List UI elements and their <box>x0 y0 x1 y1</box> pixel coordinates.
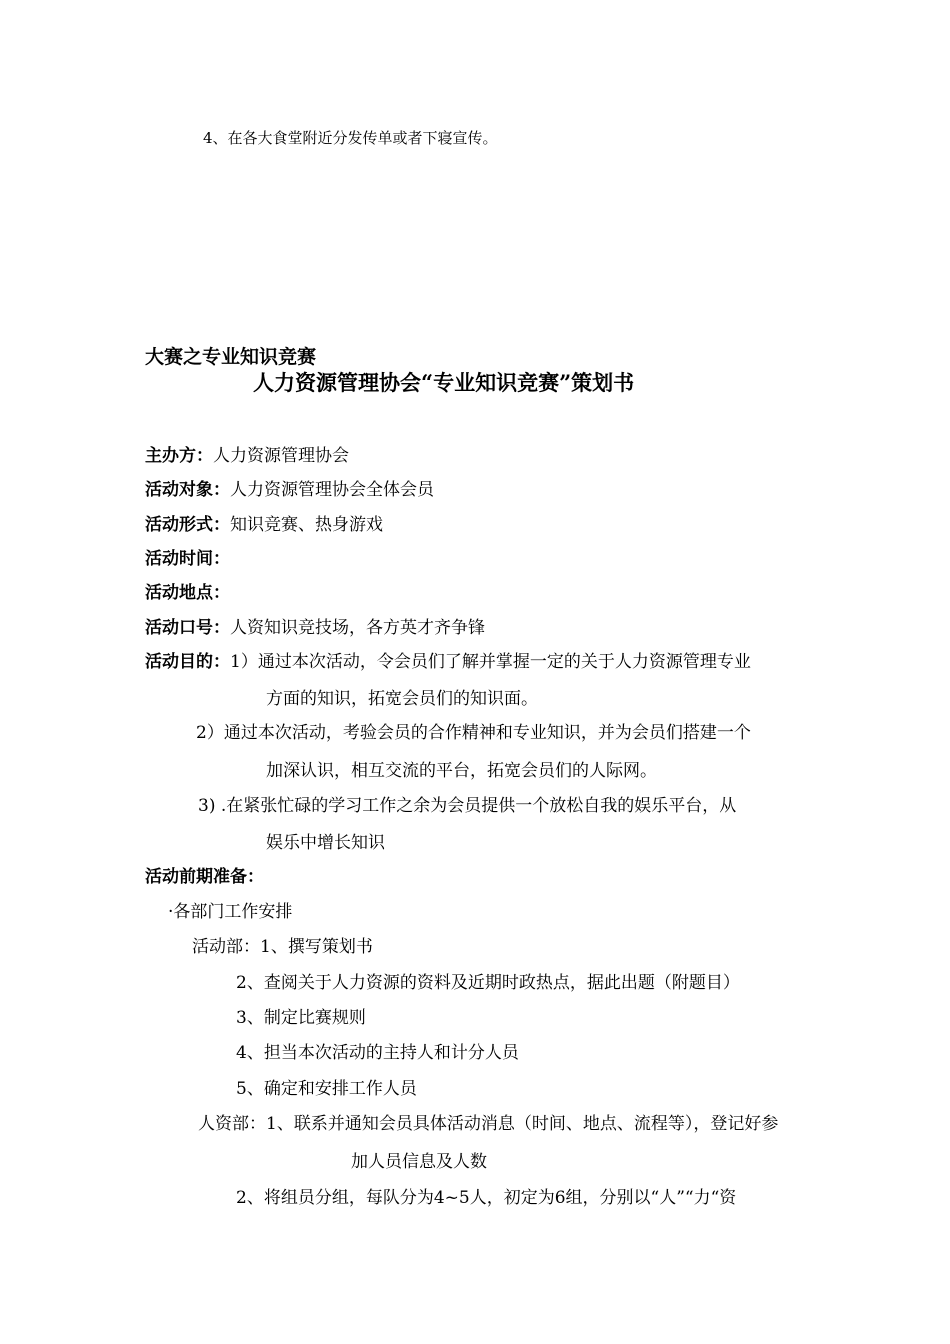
task-text: 1、联系并通知会员具体活动消息（时间、地点、流程等），登记好参 <box>266 1114 779 1134</box>
hr-dept-task-1 <box>198 1113 778 1135</box>
field-organizer <box>145 445 349 467</box>
purpose-item-1 <box>145 651 751 673</box>
purpose-label: 活动目的： <box>145 652 230 672</box>
activity-dept-task-4: 4、担当本次活动的主持人和计分人员 <box>236 1043 519 1063</box>
section-title: 大赛之专业知识竞赛 <box>145 346 317 368</box>
field-value: 人力资源管理协会 <box>213 446 349 466</box>
purpose-item-1-cont: 方面的知识，拓宽会员们的知识面。 <box>266 689 538 709</box>
document-title: 人力资源管理协会“专业知识竞赛”策划书 <box>253 370 635 395</box>
activity-dept-task-2: 2、查阅关于人力资源的资料及近期时政热点，据此出题（附题目） <box>236 973 740 993</box>
dept-heading: ·各部门工作安排 <box>168 902 293 922</box>
dept-name: 人资部： <box>198 1114 266 1134</box>
field-location <box>145 582 230 604</box>
purpose-item-3-cont: 娱乐中增长知识 <box>266 833 385 853</box>
field-time <box>145 548 230 570</box>
top-note: 4、在各大食堂附近分发传单或者下寝宣传。 <box>203 129 498 147</box>
field-label: 活动形式： <box>145 515 230 535</box>
field-value: 人力资源管理协会全体会员 <box>230 480 434 500</box>
hr-dept-task-1-cont: 加人员信息及人数 <box>351 1152 487 1172</box>
activity-dept-task-1 <box>192 936 373 958</box>
field-slogan <box>145 617 485 639</box>
activity-dept-task-3: 3、制定比赛规则 <box>236 1008 366 1028</box>
field-label: 主办方： <box>145 446 213 466</box>
field-target <box>145 479 434 501</box>
field-value: 人资知识竞技场，各方英才齐争锋 <box>230 618 485 638</box>
field-value: 知识竞赛、热身游戏 <box>230 515 383 535</box>
dept-name: 活动部： <box>192 937 260 957</box>
purpose-item-3: 3) .在紧张忙碌的学习工作之余为会员提供一个放松自我的娱乐平台，从 <box>198 796 737 816</box>
field-label: 活动时间： <box>145 549 230 569</box>
purpose-text: 1）通过本次活动，令会员们了解并掌握一定的关于人力资源管理专业 <box>230 652 751 672</box>
activity-dept-task-5: 5、确定和安排工作人员 <box>236 1079 417 1099</box>
field-format <box>145 514 383 536</box>
task-text: 1、撰写策划书 <box>260 937 373 957</box>
purpose-item-2: 2）通过本次活动，考验会员的合作精神和专业知识，并为会员们搭建一个 <box>196 723 751 743</box>
field-label: 活动地点： <box>145 583 230 603</box>
field-label: 活动口号： <box>145 618 230 638</box>
purpose-item-2-cont: 加深认识，相互交流的平台，拓宽会员们的人际网。 <box>266 761 657 781</box>
field-label: 活动对象： <box>145 480 230 500</box>
hr-dept-task-2: 2、将组员分组，每队分为4~5人，初定为6组，分别以“人”“力“资 <box>236 1188 737 1208</box>
prep-label: 活动前期准备： <box>145 867 264 887</box>
